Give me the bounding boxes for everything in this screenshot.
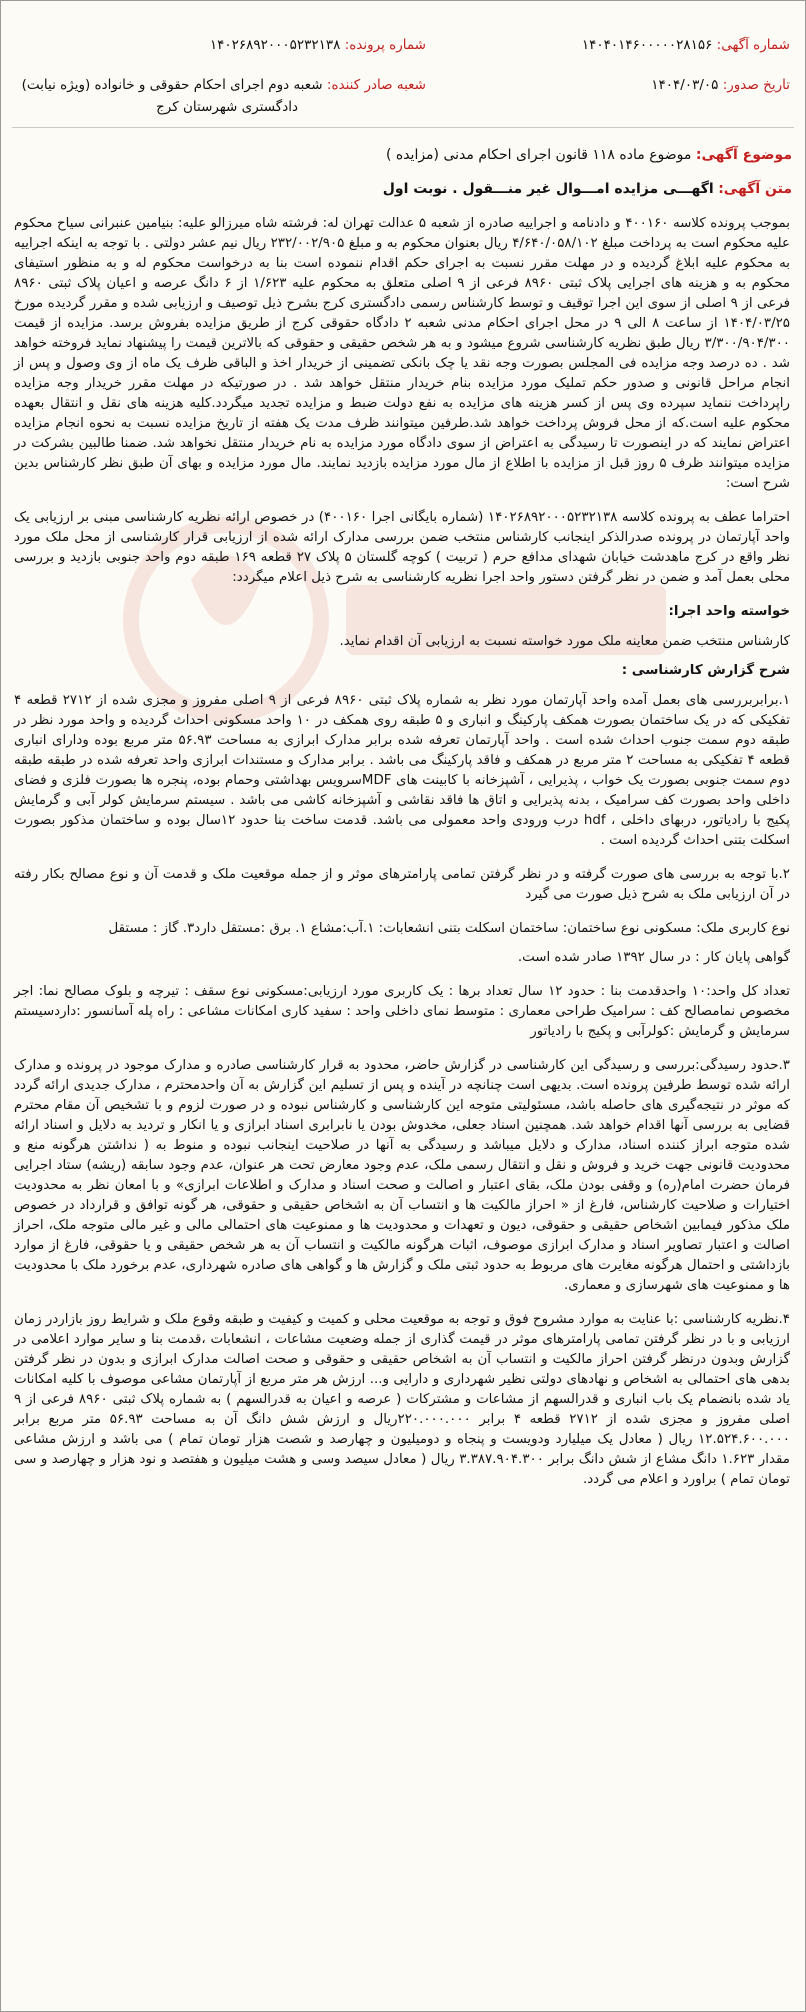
case-number-row [210,35,426,55]
body-heading-request: خواسته واحد اجرا: [668,604,790,619]
text-title-label: متن آگهی: [718,181,792,197]
topic-value: موضوع ماده ۱۱۸ قانون اجرای احکام مدنی (مزایده ) [385,147,692,163]
body-paragraph-valuation: ۴.نظریه کارشناسی :با عنایت به موارد مشروح فوق و توجه به موقعیت محلی و کمیت و کیفیت و طبقه وقوع ملک و شرایط روز بازاردر زمان ارزیابی و با در نظر گرفتن تمامی پارامترهای موثر در قیمت گذاری از جمله وضعیت مشاعات ، انشعابات ،قدمت بنا و سایر موارد اعلامی در گزارش وبدون درنظر گرفتن احراز مالکیت و انتساب آن به اشخاص حقیقی و حقوقی و صحت اصالت مدارک ابرازی و بدون در نظر گرفتن بدهی های احتمالی به اشخاص و نهادهای دولتی نظیر شهرداری و دارایی و... ارزش هر متر مربع از آپارتمان مشاعی موصوف با کلیه امکانات یاد شده بانضمام یک باب انباری و قدرالسهم از مشاعات و مشترکات ( عرصه و اعیان به قدرالسهم ) به شماره پلاک ثبتی ۸۹۶۰ فرعی از ۹ اصلی مفروز و مجزی شده از ۲۷۱۲ قطعه ۴ برابر ۲۲۰.۰۰۰.۰۰۰ریال و ارزش شش دانگ آن به مساحت ۵۶.۹۳ متر مربع برابر ۱۲.۵۲۴.۶۰۰.۰۰۰ ریال ( معادل یک میلیارد ودویست و پنجاه و دومیلیون و چهارصد و شصت هزار تومان تمام ) می باشد و ارزش مشاعی مقدار ۱.۶۲۳ دانگ مشاع از شش دانگ برابر ۳.۳۸۷.۹۰۴.۳۰۰ ریال ( معادل سیصد وسی و هشت میلیون و هفتصد و نود هزار و چهارصد و سی تومان تمام ) براورد و اعلام می گردد. [14,1312,790,1487]
notice-body [14,214,790,1499]
ad-number-value: ۱۴۰۴۰۱۴۶۰۰۰۰۰۲۸۱۵۶ [581,37,713,53]
topic-label: موضوع آگهی: [695,147,792,163]
topic-row [386,143,792,167]
issuing-branch-line2-row [156,97,298,117]
header-divider [12,127,794,128]
body-paragraph-evaluation-basis: ۲.با توجه به بررسی های صورت گرفته و در نظر گرفتن تمامی پارامترهای موثر و از جمله موقعیت ملک و قدمت آن و نوع مصالح بکار رفته در آن ارزیابی ملک به شرح ذیل صورت می گیرد [14,867,790,902]
body-paragraph-expert-intro: احتراما عطف به پرونده کلاسه ۱۴۰۲۶۸۹۲۰۰۰۵۲۳۲۱۳۸ (شماره بایگانی اجرا ۴۰۰۱۶۰) در خصوص ارائه نظریه کارشناسی مبنی بر ارزیابی یک واحد آپارتمان در پرونده صدرالذکر اینجانب کارشناس منتخب ضمن بررسی مدارک ارائه شده از ارزیابی قرار کارشناسی از محل ملک مورد نظر واقع در کرج ماهدشت خیابان شهدای مدافع حرم ( تربیت ) کوچه گلستان ۵ پلاک ۲۷ قطعه ۱۶۹ طبقه دوم واحد جنوبی بازدید و بررسی محلی بعمل آمد و ضمن در نظر گرفتن دستور واحد اجرا نظریه کارشناسی به شرح ذیل اعلام میگردد: [14,510,791,585]
issuing-branch-line2: دادگستری شهرستان کرج [156,99,298,115]
ad-number-label: شماره آگهی: [716,37,790,53]
body-paragraph-completion-certificate: گواهی پایان کار : در سال ۱۳۹۲ صادر شده است. [517,950,790,965]
issue-date-value: ۱۴۰۴/۰۳/۰۵ [651,77,719,93]
body-heading-report: شرح گزارش کارشناسی : [621,663,790,678]
ad-number-row [582,35,790,55]
issue-date-row [651,75,790,95]
body-paragraph-auction-terms: بموجب پرونده کلاسه ۴۰۰۱۶۰ و دادنامه و اجراییه صادره از شعبه ۵ عدالت تهران له: فرشته شاه میرزالو علیه: بنیامین عنبرانی سیاح محکوم علیه محکوم است به پرداخت مبلغ ۴/۶۴۰/۰۵۸/۱۰۲ ریال بعنوان محکوم به و مبلغ ۲۳۲/۰۰۲/۹۰۵ ریال نیم عشر دولتی . با توجه به اینکه اجراییه به محکوم علیه ابلاغ گردیده و در مهلت مقرر نسبت به اجرای حکم اقدام ننموده است بنا به درخواست محکوم له و به منظور استیفای محکوم به و هزینه های اجرایی پلاک ثبتی ۸۹۶۰ فرعی از ۹ اصلی متعلق به محکوم علیه ۱/۶۲۳ از ۶ دانگ عرصه و اعیان پلاک ثبتی ۸۹۶۰ فرعی از ۹ اصلی از سوی این اجرا توقیف و توسط کارشناس رسمی دادگستری کرج بشرح ذیل توصیف و ارزیابی شده و مقرر گردیده مورخ ۱۴۰۴/۰۳/۲۵ از ساعت ۸ الی ۹ در محل اجرای احکام مدنی شعبه ۲ دادگاه حقوقی کرج از طریق مزایده بفروش برسد. مزایده از قیمت ۳/۳۰۰/۹۰۴/۳۰۰ ریال طبق نظریه کارشناسی شروع میشود و به هر شخص حقیقی و حقوقی که بالاترین قیمت را پیشنهاد نماید فروخته خواهد شد . ده درصد وجه مزایده فی المجلس بصورت وجه نقد یا چک بانکی تضمینی از خریدار اخذ و الباقی ظرف یک ماه از وی وصول و پس از انجام مراحل قانونی و صدور حکم تملیک مورد مزایده بنام خریدار منتقل خواهد شد . در صورتیکه در مهلت مقرر خریدار وجه مزایده راپرداخت ننماید سپرده وی پس از کسر هزینه های مزایده به نفع دولت ضبط و مزایده تجدید میگردد.کلیه هزینه های نقل و انتقال بعهده محکوم علیه است.که از محل فروش پرداخت خواهد شد.طرفین میتوانند ظرف مدت یک هفته از تاریخ مزایده نسبت به نحوه انجام مزایده اعتراض نمایند که در اینصورت تا رسیدگی به اعتراض از سوی دادگاه مورد مزایده به نام خریدار منتقل نخواهد شد. ضمنا طالبین بشرکت در مزایده میتوانند ظرف ۵ روز قبل از مزایده با اطلاع از مال مورد مزایده بازدید نمایند. مال مورد مزایده و بهای آن طبق نظر کارشناس بدین شرح است: [14,216,791,491]
body-paragraph-property-description: ۱.برابربررسی های بعمل آمده واحد آپارتمان مورد نظر به شماره پلاک ثبتی ۸۹۶۰ فرعی از ۹ اصلی مفروز و مجزی شده از ۲۷۱۲ قطعه ۴ تفکیکی که در یک ساختمان بصورت همکف پارکینگ و انباری و ۵ طبقه روی همکف در ۱۰ واحد مسکونی احداث گردیده و واحد مورد نظر در طبقه دوم سمت جنوب احداث شده است . واحد آپارتمان تعرفه شده برابر مدارک ابرازی به مساحت ۵۶.۹۳ متر مربع بوده ودارای انباری قطعه ۴ تفکیکی به مساحت ۲ متر مربع در همکف و فاقد پارکینگ می باشد . برابر مدارک و مستندات ابرازی واحد تعرفه شده در طبقه طبقه دوم سمت جنوبی بصورت یک خواب ، پذیرایی ، آشپزخانه با کابینت های MDFسرویس بهداشتی وحمام بوده، پنجره ها بصورت فلزی و فضای داخلی واحد بصورت کف سرامیک ، بدنه پذیرایی و اتاق ها فاقد نقاشی و آشپزخانه کاشی می باشد . سیستم سرمایش کولر آبی و گرمایش پکیج با رادیاتور، دربهای داخلی ، hdf درب ورودی واحد معمولی می باشد. قدمت ساخت بنا حدود ۱۲سال بوده و ساختمان مذکور بصورت اسکلت بتنی احداث گردیده است . [14,693,791,848]
case-number-label: شماره پرونده: [344,37,426,53]
body-paragraph-request: کارشناس منتخب ضمن معاینه ملک مورد خواسته نسبت به ارزیابی آن اقدام نماید. [339,634,790,649]
issuing-branch-row [22,75,426,95]
text-title-value: اگهـــی مزایده امـــوال غیر منـــقول . نوبت اول [382,181,714,197]
text-title-row [383,177,792,201]
body-paragraph-scope: ۳.حدود رسیدگی:بررسی و رسیدگی این کارشناسی در گزارش حاضر، محدود به قرار کارشناسی صادره و مدارک موجود در پرونده و مدارک ارائه شده توسط طرفین پرونده است. بدیهی است چنانچه در آینده و پس از تسلیم این گزارش به آن واحدمحترم ، مدارک جدیدی ارائه گردد که موثر در نتیجه‌گیری های حاصله باشد، مسئولیتی متوجه این کارشناسی و کارشناس نبوده و در صورت لزوم و با تشخیص آن مقام محترم قضایی به بررسی آنها اقدام خواهد شد. همچنین اسناد جعلی، مخدوش بودن یا نابرابری اسناد ابرازی و یا انکار و تردید به دلایل و اسناد ارائه شده متوجه ابراز کننده اسناد، مدارک و دلایل میباشد و رسیدگی به آنها در صلاحیت اینجانب نبوده و منوط به ( نداشتن هرگونه منع و محدودیت قانونی جهت خرید و فروش و نقل و انتقال رسمی ملک، عدم وجود معارض تحت هر عنوان، عدم وجود سابقه (ریشه) ستاد اجرایی فرمان حضرت امام(ره) و وقفی بودن ملک، بقای اعتبار و اصالت و صحت اسناد و مدارک و اطلاعات ابرازی» و با امعان نظر به محدودیت اختیارات و صلاحیت کارشناس، فارغ از « احراز مالکیت ها و انتساب آن به اشخاص حقیقی و حقوقی، هر گونه توافق و قرارداد در خصوص ملک مذکور فیمابین اشخاص حقیقی و حقوقی، دیون و تعهدات و محدودیت ها و ممنوعیت های احتمالی مالی و غیر مالی متوجه ملک، احراز اصالت و اعتبار تصاویر اسناد و مدارک ابرازی موصوف، اثبات هرگونه مالکیت و انتساب آن به هر شخص حقیقی و یا حقوقی، فارغ از موارد بازداشتی و احتمال هرگونه مغایرت های مربوط به حدود ثبتی ملک و گزارش ها و گواهی های صادره شهرداری، عدم برخورد ملک با محدودیت ها و ممنوعیت های شهرسازی و معماری. [14,1058,790,1293]
issue-date-label: تاریخ صدور: [722,77,790,93]
issuing-branch-label: شعبه صادر کننده: [326,77,426,93]
body-paragraph-usage: نوع کاربری ملک: مسکونی نوع ساختمان: ساختمان اسکلت بتنی انشعابات: ۱.آب:مشاع ۱. برق :مستقل دارد۳. گاز : مستقل [108,921,790,936]
case-number-value: ۱۴۰۲۶۸۹۲۰۰۰۵۲۳۲۱۳۸ [209,37,341,53]
issuing-branch-line1: شعبه دوم اجرای احکام حقوقی و خانواده (ویژه نیابت) [21,77,323,93]
body-paragraph-building-specs: تعداد کل واحد:۱۰ واحدقدمت بنا : حدود ۱۲ سال تعداد برها : یک کاربری مورد ارزیابی:مسکونی نوع سقف : تیرچه و بلوک مصالح نما: اجر مخصوص نمامصالح کف : سرامیک طراحی معماری : متوسط نمای داخلی واحد : سفید کاری امکانات مشاعی : راه پله آسانسور :داردسیستم سرمایش و گرمایش :کولرآبی و پکیج با رادیاتور [14,984,790,1039]
